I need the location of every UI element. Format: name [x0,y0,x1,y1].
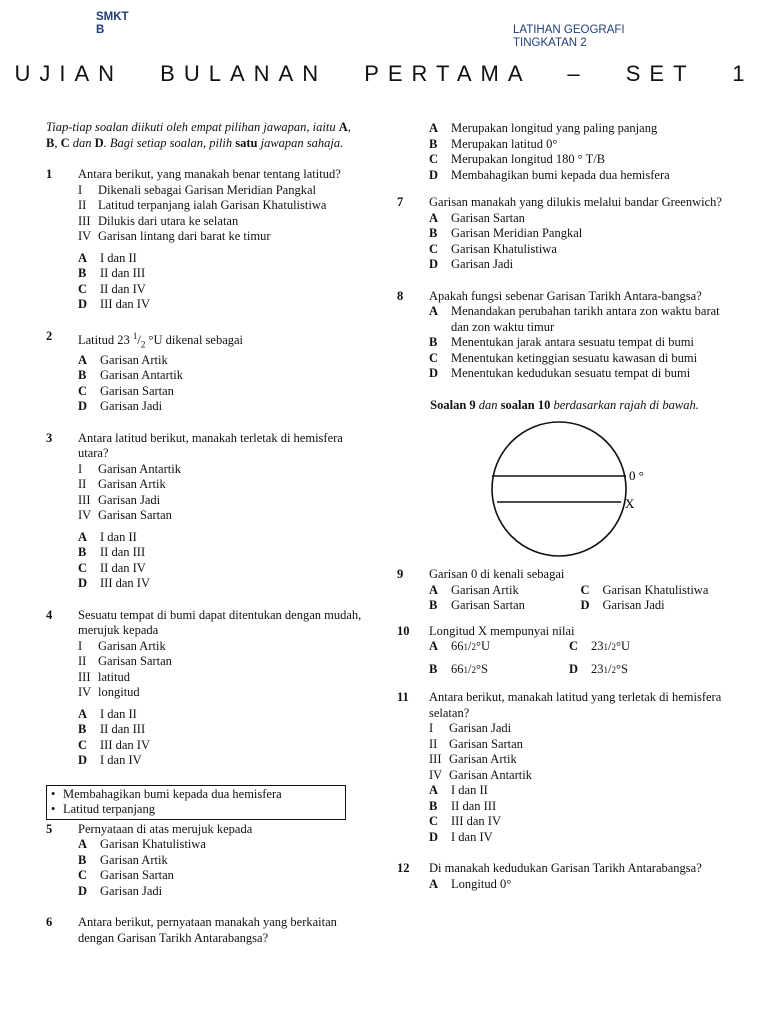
statement-item [78,639,362,655]
statement-text: Garisan Sartan [98,508,172,523]
answer-option[interactable] [429,168,732,184]
answer-option[interactable] [78,384,362,400]
option-text: I dan IV [100,753,142,768]
option-list [429,639,732,684]
bullet: • [51,786,56,801]
option-text: Garisan Sartan [100,868,174,883]
option-text: Menentukan ketinggian sesuatu kawasan di bumi [451,350,698,365]
subject-line-2: TINGKATAN 2 [513,37,587,49]
question-4 [46,608,362,769]
option-letter: D [429,257,439,271]
option-letter: C [429,241,439,256]
answer-option[interactable] [429,257,732,273]
option-text: II dan IV [100,281,146,296]
option-frac-num: 1 [463,664,468,675]
question-number: 10 [397,623,410,638]
option-list [78,353,362,415]
answer-option[interactable] [429,598,581,614]
option-frac-num: 1 [603,642,608,652]
option-letter: A [78,706,88,721]
option-letter: B [78,545,87,560]
statement-item [78,214,362,230]
option-letter: D [78,297,88,311]
statement-numeral: I [78,638,83,653]
answer-option[interactable] [78,282,362,298]
option-letter: C [78,737,88,752]
question-6-options [397,121,732,183]
option-text: II dan IV [100,560,146,575]
question-8 [397,289,732,382]
question-text: Di manakah kedudukan Garisan Tarikh Antarabangsa? [429,861,702,875]
option-text: Menentukan jarak antara sesuatu tempat di bumi [451,335,694,349]
statement-numeral: II [78,198,87,212]
option-suffix: °S [475,661,488,676]
answer-option[interactable] [429,211,732,227]
option-letter: C [429,152,439,166]
option-letter: D [78,753,88,768]
option-letter: B [429,226,438,240]
option-text: Garisan Artik [100,852,168,867]
option-letter: C [429,814,439,828]
option-letter: A [78,837,88,852]
question-10 [397,624,732,685]
statement-text: Dilukis dari utara ke selatan [98,213,239,228]
statement-item [78,183,362,199]
option-text: Garisan Meridian Pangkal [451,226,583,240]
statement-numeral: III [78,213,91,228]
answer-option[interactable] [78,707,362,723]
statement-item [429,752,732,768]
statement-item [78,670,362,686]
answer-option[interactable] [78,722,362,738]
question-7 [397,195,732,273]
right-column [397,121,732,908]
answer-option[interactable] [429,121,732,137]
option-letter: B [429,798,438,813]
statement-item [429,737,732,753]
answer-option[interactable] [78,399,362,415]
statement-box [46,785,346,820]
answer-option[interactable] [78,251,362,267]
statement-text: Garisan Sartan [98,654,172,669]
option-letter: C [78,560,88,575]
statement-list [78,639,362,701]
option-text: III dan IV [100,297,150,311]
option-text: Merupakan latitud 0° [451,136,558,151]
option-text: Garisan Jadi [100,399,163,414]
statement-text: Garisan Jadi [98,492,161,507]
option-letter: A [429,876,439,891]
statement-text: Garisan Jadi [449,721,512,735]
option-text: Garisan Sartan [451,210,525,225]
question-text: Latitud 23 $^1/_2$ °U dikenal sebagai [78,330,244,350]
option-list [429,877,732,893]
option-list [429,304,732,382]
question-11 [397,690,732,845]
option-frac-num: 1 [603,664,608,675]
option-whole: 23 [591,639,604,653]
statement-numeral: III [78,669,91,684]
answer-option[interactable] [78,266,362,282]
option-letter: B [429,136,438,151]
option-letter: B [429,598,438,612]
question-text: Antara berikut, yang manakah benar tentang latitud? [78,167,341,181]
option-text: I dan II [100,706,137,721]
option-text: Garisan Jadi [602,598,665,612]
statement-numeral: III [78,492,91,507]
option-text: Garisan Artik [100,352,168,367]
option-letter: D [429,829,439,844]
answer-option[interactable] [78,576,362,592]
option-list [78,251,362,313]
answer-option[interactable] [429,783,732,799]
subject-label [513,24,625,50]
question-number: 3 [46,430,53,445]
option-text: Garisan Khatulistiwa [100,837,206,852]
statement-numeral: I [78,461,83,476]
statement-item [78,508,362,524]
option-text: I dan II [100,250,137,265]
question-9 [397,567,732,614]
question-2 [46,329,362,415]
option-text: II dan III [100,266,146,280]
statement-numeral: IV [78,508,92,523]
option-text: Membahagikan bumi kepada dua hemisfera [451,167,670,182]
option-text: Garisan Khatulistiwa [602,582,709,597]
option-letter: A [429,304,439,318]
globe-svg [485,419,725,559]
option-text: Merupakan longitud 180 ° T/B [451,152,606,166]
statement-text: Garisan Sartan [449,736,523,751]
answer-option[interactable] [78,868,362,884]
option-letter: B [78,722,87,737]
statement-item [78,198,362,214]
question-number: 5 [46,821,53,836]
option-letter: A [429,582,439,597]
question-text: Longitud X mempunyai nilai [429,623,575,638]
question-number: 2 [46,328,53,343]
option-text: III dan IV [100,737,150,752]
school-name [96,11,129,37]
statement-text: Latitud terpanjang ialah Garisan Khatulistiwa [98,198,327,212]
answer-option[interactable] [429,583,581,599]
statement-numeral: II [429,736,438,751]
label-x: X [625,496,635,511]
option-text: I dan II [100,529,137,544]
question-text: Sesuatu tempat di bumi dapat ditentukan dengan mudah, merujuk kepada [78,607,362,638]
option-text: Garisan Jadi [451,257,514,271]
option-text: I dan IV [451,829,493,844]
option-text: Merupakan longitud yang paling panjang [451,121,658,135]
statement-numeral: IV [78,685,92,700]
answer-option[interactable] [78,884,362,900]
answer-option[interactable] [78,530,362,546]
answer-option[interactable]: B 66 1 / 2 °S [429,662,569,679]
statement-numeral: IV [78,229,92,243]
statement-list [429,721,732,783]
question-number: 6 [46,915,53,930]
option-letter: D [569,661,579,676]
option-list [78,707,362,769]
statement-item [78,493,362,509]
option-letter: C [429,350,439,365]
option-list [429,211,732,273]
question-text: Garisan manakah yang dilukis melalui bandar Greenwich? [429,195,722,209]
question-text: Garisan 0 di kenali sebagai [429,567,565,581]
option-letter: A [429,783,439,797]
answer-option[interactable] [78,545,362,561]
statement-item [429,721,732,737]
question-text: Antara latitud berikut, manakah terletak di hemisfera utara? [78,430,343,461]
option-frac-den: 2 [611,664,616,675]
question-number: 12 [397,861,410,875]
option-whole: 66 [451,661,464,676]
subject-line-1: LATIHAN GEOGRAFI [513,24,625,36]
option-letter: A [78,352,88,367]
option-letter: C [78,868,88,883]
option-list [429,783,732,845]
question-text: Antara berikut, manakah latitud yang terletak di hemisfera selatan? [429,690,722,720]
statement-text: latitud [98,669,130,684]
option-letter: D [78,883,88,898]
option-whole: 23 [591,661,604,676]
answer-option[interactable] [429,799,732,815]
option-letter: C [580,582,590,597]
option-letter: B [429,661,438,676]
statement-text: Dikenali sebagai Garisan Meridian Pangkal [98,182,316,197]
statement-item [78,229,362,245]
statement-numeral: II [78,477,87,492]
school-line-2: B [96,24,105,36]
diagram-note: Soalan 9 dan soalan 10 berdasarkan rajah di bawah. [430,397,699,412]
statement-list [78,462,362,524]
option-list [429,583,732,614]
option-letter: A [429,639,439,653]
question-text: Apakah fungsi sebenar Garisan Tarikh Antara-bangsa? [429,288,702,303]
option-text: Garisan Antartik [100,368,183,383]
question-number: 9 [397,567,404,581]
statement-text: Garisan Artik [449,752,517,766]
option-letter: C [569,639,579,653]
option-text: III dan IV [451,814,501,828]
school-line-1: SMKT [96,11,129,23]
answer-option[interactable] [429,877,732,893]
option-text: Garisan Khatulistiwa [451,241,557,256]
bullet: • [51,802,56,817]
answer-option[interactable] [429,830,732,846]
statement-text: Garisan Artik [98,477,166,492]
answer-option[interactable] [429,242,732,258]
answer-option[interactable] [78,297,362,313]
label-0: 0 ° [629,468,644,483]
option-text: II dan III [451,798,497,813]
question-number: 8 [397,288,404,303]
globe-diagram [485,419,725,559]
question-5 [46,822,362,900]
question-number: 7 [397,195,404,209]
question-text: Antara berikut, pernyataan manakah yang berkaitan dengan Garisan Tarikh Antarabangsa? [78,915,337,945]
statement-numeral: IV [429,767,443,782]
instructions: Tiap-tiap soalan diikuti oleh empat pilihan jawapan, iaitu A, B, C dan D. Bagi setiap soalan, pilih satu jawapan sahaja. [46,120,351,150]
option-frac-num: 1 [463,642,468,652]
statement-text: Garisan lintang dari barat ke timur [98,229,271,243]
answer-option[interactable]: A 66 1 / 2 °U [429,639,569,656]
option-whole: 66 [451,639,464,653]
answer-option[interactable] [78,837,362,853]
option-text: II dan III [100,722,146,737]
option-frac-den: 2 [471,642,476,652]
option-letter: B [78,852,87,867]
option-list [429,121,732,183]
answer-option[interactable] [429,304,732,335]
answer-option[interactable] [429,366,732,382]
statement-text: Garisan Artik [98,638,166,653]
option-letter: B [78,368,87,383]
option-text: III dan IV [100,576,150,591]
option-letter: A [78,529,88,544]
answer-option[interactable] [78,353,362,369]
answer-option[interactable] [581,598,733,614]
answer-option[interactable] [429,814,732,830]
statement-text: longitud [98,685,140,700]
option-suffix: °U [475,639,491,653]
statement-item [78,477,362,493]
option-letter: B [429,335,438,349]
answer-option[interactable] [78,738,362,754]
statement-item [78,654,362,670]
answer-option[interactable] [78,368,362,384]
option-frac-den: 2 [611,642,616,652]
box-item-2: Latitud terpanjang [63,802,155,817]
question-1 [46,167,362,313]
exam-title: UJIAN BULANAN PERTAMA – SET 1 [14,61,754,86]
option-text: Longitud 0° [451,876,512,891]
option-text: II dan III [100,545,146,560]
option-frac-den: 2 [471,664,476,675]
answer-option[interactable] [429,226,732,242]
option-list [78,530,362,592]
option-text: Garisan Sartan [451,598,525,612]
option-letter: A [429,210,439,225]
answer-option[interactable]: D 23 1 / 2 °S [569,662,732,679]
question-text: Pernyataan di atas merujuk kepada [78,821,253,836]
statement-item [78,462,362,478]
option-text: Garisan Sartan [100,383,174,398]
answer-option[interactable] [429,137,732,153]
option-letter: D [429,167,439,182]
option-letter: D [429,366,439,380]
left-column [46,120,362,962]
statement-numeral: II [78,654,87,669]
question-12 [397,861,732,892]
option-text: Menandakan perubahan tarikh antara zon waktu barat dan zon waktu timur [451,304,720,334]
question-number: 11 [397,690,409,704]
answer-option[interactable] [429,335,732,351]
statement-numeral: III [429,752,442,766]
option-letter: D [580,598,590,612]
answer-option[interactable] [78,561,362,577]
option-text: Garisan Jadi [100,883,163,898]
option-suffix: °U [615,639,631,653]
option-letter: A [429,121,439,135]
option-text: I dan II [451,783,488,797]
question-number: 1 [46,167,53,181]
box-item-1: Membahagikan bumi kepada dua hemisfera [63,786,282,801]
statement-text: Garisan Antartik [449,767,532,782]
answer-option[interactable] [78,853,362,869]
option-letter: D [78,399,88,414]
answer-option[interactable] [429,152,732,168]
option-letter: B [78,266,87,280]
question-number: 4 [46,607,53,622]
answer-option[interactable]: C 23 1 / 2 °U [569,639,732,656]
option-text: Garisan Artik [451,582,519,597]
option-suffix: °S [615,661,628,676]
statement-text: Garisan Antartik [98,461,181,476]
statement-item [429,768,732,784]
option-letter: C [78,281,88,296]
globe-circle [492,422,626,556]
statement-item [78,685,362,701]
statement-list [78,183,362,245]
answer-option[interactable] [78,753,362,769]
question-3 [46,431,362,592]
answer-option[interactable] [581,583,733,599]
statement-numeral: I [429,721,434,735]
option-letter: D [78,576,88,591]
option-letter: C [78,383,88,398]
option-list [78,837,362,899]
question-6 [46,915,362,946]
option-text: Menentukan kedudukan sesuatu tempat di bumi [451,366,691,380]
statement-numeral: I [78,182,83,197]
option-letter: A [78,250,88,265]
answer-option[interactable] [429,351,732,367]
